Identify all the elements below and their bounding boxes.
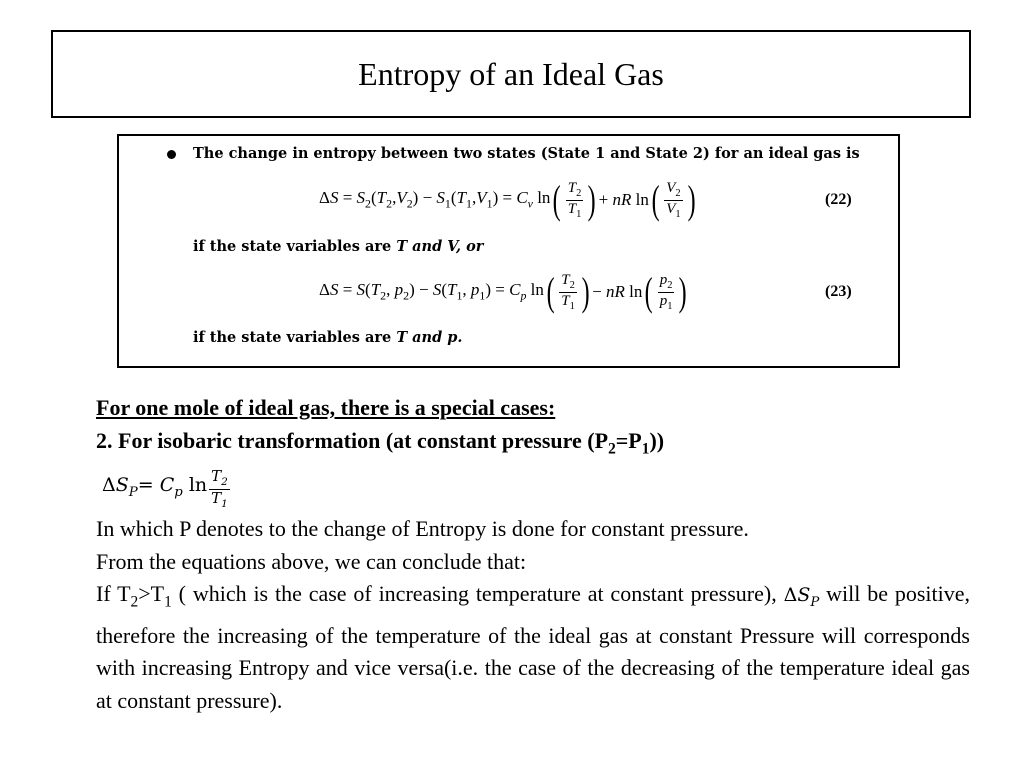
equation-22: $\Delta S = S_2(T_2,V_2) - S_1(T_1,V_1) = C_v$ ln ( $\frac{T_2}{T_1}$ ) + nR ln ( $\frac{V_2}{V_1}$ ) <box>319 177 696 222</box>
equation-22-number: (22) <box>825 191 852 208</box>
section-body <box>96 392 970 717</box>
bullet-icon <box>167 150 176 159</box>
condition-1 <box>193 238 483 255</box>
isobaric-formula: $\Delta S_P= C_p$ ln $\frac{T_2}{T_1}$ <box>96 467 228 510</box>
paragraph-2: From the equations above, we can conclude that: <box>96 548 527 574</box>
slide-title-text: Entropy of an Ideal Gas <box>358 55 664 92</box>
equation-figure <box>117 134 900 368</box>
condition-2-vars: T and p. <box>396 329 463 346</box>
equation-23: $\Delta S = S(T_2$, $p_2) - S(T_1$, $p_1) = C_p$ ln ( $\frac{T_2}{T_1}$ ) − nR ln ( $\frac{p_2}{p_1}$ ) <box>319 269 688 314</box>
paragraph-3: If $T_2>T_1$ ( which is the case of increasing temperature at constant pressure), $\Delta S_P$ will be positive, therefore the increasing of the temperature of the ideal gas at constant Pressure will corresponds with increasing Entropy and vice versa(i.e. the case of the decreasing of the temperature ideal gas at constant pressure). <box>96 581 971 713</box>
condition-1-text: if the state variables are <box>193 238 392 255</box>
condition-2 <box>193 329 462 346</box>
paragraph-1: In which P denotes to the change of Entropy is done for constant pressure. <box>96 516 749 542</box>
section-subheading: 2. For isobaric transformation (at constant pressure $(P_2=P_1)$) <box>96 427 665 457</box>
section-heading: For one mole of ideal gas, there is a special cases: <box>96 395 556 420</box>
equation-23-number: (23) <box>825 283 852 300</box>
condition-1-vars: T and V, or <box>396 238 484 255</box>
slide-title <box>51 30 971 118</box>
figure-bullet-text: The change in entropy between two states (State 1 and State 2) for an ideal gas is <box>193 145 860 162</box>
condition-2-text: if the state variables are <box>193 329 392 346</box>
